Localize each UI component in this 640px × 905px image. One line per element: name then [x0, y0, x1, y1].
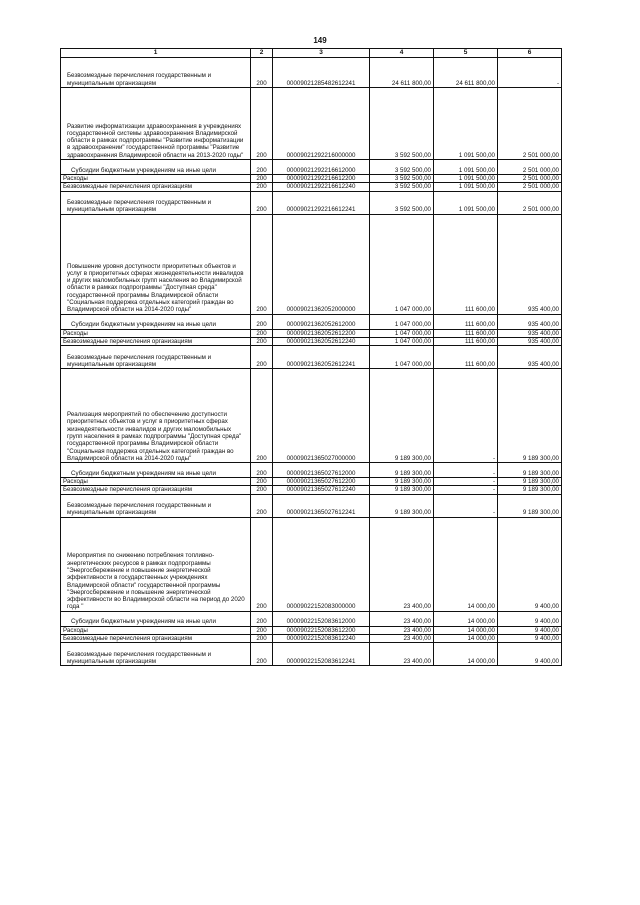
header-col-6: 6 [498, 49, 562, 58]
row-amount-col4: 23 400,00 [370, 517, 434, 611]
row-budget-code: 00009021365027612241 [273, 494, 370, 517]
row-name: Безвозмездные перечисления организациям [61, 337, 251, 345]
row-amount-col4: 1 047 000,00 [370, 329, 434, 337]
row-code: 200 [251, 463, 273, 478]
header-col-4: 4 [370, 49, 434, 58]
row-amount-col5: 1 091 500,00 [434, 160, 498, 175]
budget-table [60, 48, 562, 666]
row-code: 200 [251, 58, 273, 88]
row-budget-code: 00009022152083612200 [273, 626, 370, 634]
table-row [61, 191, 562, 214]
row-amount-col5: 14 000,00 [434, 626, 498, 634]
row-code: 200 [251, 478, 273, 486]
row-amount-col4: 1 047 000,00 [370, 346, 434, 369]
row-code: 200 [251, 314, 273, 329]
row-budget-code: 00009021365027612000 [273, 463, 370, 478]
row-code: 200 [251, 183, 273, 191]
row-code: 200 [251, 517, 273, 611]
table-row [61, 517, 562, 611]
row-amount-col4: 3 592 500,00 [370, 183, 434, 191]
row-name: Развитие информатизации здравоохранения в учреждениях государственной системы здравоохранения Владимирской области в рамках подпрограммы "Развитие информатизации в здравоохранении" государственной программы "Развитие здравоохранения Владимирской области на 2013-2020 годы" [61, 88, 251, 160]
row-amount-col5: 111 600,00 [434, 346, 498, 369]
row-amount-col4: 23 400,00 [370, 626, 434, 634]
row-amount-col4: 23 400,00 [370, 635, 434, 643]
row-name: Безвозмездные перечисления государственным и муниципальным организациям [61, 58, 251, 88]
row-amount-col4: 3 592 500,00 [370, 175, 434, 183]
table-row [61, 478, 562, 486]
row-amount-col5: - [434, 478, 498, 486]
row-amount-col6: 9 189 300,00 [498, 478, 562, 486]
row-amount-col4: 24 611 800,00 [370, 58, 434, 88]
row-amount-col5: 111 600,00 [434, 314, 498, 329]
row-budget-code: 00009021362052612000 [273, 314, 370, 329]
row-name: Расходы [61, 329, 251, 337]
row-amount-col6: 9 400,00 [498, 643, 562, 666]
row-amount-col4: 1 047 000,00 [370, 337, 434, 345]
row-name: Субсидии бюджетным учреждениям на иные цели [61, 314, 251, 329]
row-name: Субсидии бюджетным учреждениям на иные цели [61, 160, 251, 175]
row-amount-col5: 14 000,00 [434, 611, 498, 626]
row-amount-col5: 14 000,00 [434, 643, 498, 666]
row-amount-col4: 3 592 500,00 [370, 88, 434, 160]
row-amount-col5: 1 091 500,00 [434, 183, 498, 191]
row-name: Безвозмездные перечисления государственным и муниципальным организациям [61, 346, 251, 369]
row-budget-code: 00009022152083612240 [273, 635, 370, 643]
header-col-2: 2 [251, 49, 273, 58]
table-row [61, 58, 562, 88]
row-amount-col6: - [498, 58, 562, 88]
row-amount-col5: 1 091 500,00 [434, 191, 498, 214]
row-amount-col6: 2 501 000,00 [498, 183, 562, 191]
row-name: Субсидии бюджетным учреждениям на иные цели [61, 611, 251, 626]
row-amount-col6: 9 400,00 [498, 517, 562, 611]
row-name: Безвозмездные перечисления организациям [61, 183, 251, 191]
row-code: 200 [251, 337, 273, 345]
table-row [61, 175, 562, 183]
row-amount-col6: 9 189 300,00 [498, 369, 562, 463]
table-row [61, 611, 562, 626]
row-amount-col6: 2 501 000,00 [498, 160, 562, 175]
header-col-5: 5 [434, 49, 498, 58]
row-amount-col6: 2 501 000,00 [498, 88, 562, 160]
row-budget-code: 00009021362052000000 [273, 214, 370, 314]
row-amount-col6: 935 400,00 [498, 337, 562, 345]
row-name: Безвозмездные перечисления государственным и муниципальным организациям [61, 494, 251, 517]
row-amount-col5: 1 091 500,00 [434, 175, 498, 183]
row-amount-col4: 3 592 500,00 [370, 191, 434, 214]
row-code: 200 [251, 329, 273, 337]
table-row [61, 329, 562, 337]
row-amount-col6: 9 189 300,00 [498, 463, 562, 478]
row-name: Субсидии бюджетным учреждениям на иные цели [61, 463, 251, 478]
table-row [61, 314, 562, 329]
row-amount-col5: 24 611 800,00 [434, 58, 498, 88]
row-code: 200 [251, 369, 273, 463]
table-row [61, 643, 562, 666]
table-row [61, 160, 562, 175]
page-number: 149 [313, 36, 327, 45]
row-code: 200 [251, 611, 273, 626]
row-budget-code: 00009022152083612000 [273, 611, 370, 626]
row-code: 200 [251, 88, 273, 160]
row-amount-col5: 111 600,00 [434, 214, 498, 314]
header-col-1: 1 [61, 49, 251, 58]
table-row [61, 626, 562, 634]
row-amount-col5: 1 091 500,00 [434, 88, 498, 160]
table-row [61, 494, 562, 517]
row-amount-col6: 2 501 000,00 [498, 175, 562, 183]
row-amount-col4: 23 400,00 [370, 643, 434, 666]
table-row [61, 463, 562, 478]
row-amount-col4: 9 189 300,00 [370, 494, 434, 517]
row-budget-code: 00009021365027612240 [273, 486, 370, 494]
row-amount-col4: 9 189 300,00 [370, 369, 434, 463]
row-amount-col4: 1 047 000,00 [370, 214, 434, 314]
row-budget-code: 00009021292216000000 [273, 88, 370, 160]
row-amount-col4: 23 400,00 [370, 611, 434, 626]
table-row [61, 346, 562, 369]
row-budget-code: 00009021292216612200 [273, 175, 370, 183]
row-budget-code: 00009021365027000000 [273, 369, 370, 463]
row-budget-code: 00009021362052612240 [273, 337, 370, 345]
table-body [61, 58, 562, 666]
row-code: 200 [251, 635, 273, 643]
row-amount-col6: 9 189 300,00 [498, 486, 562, 494]
row-budget-code: 00009021285482612241 [273, 58, 370, 88]
row-amount-col6: 935 400,00 [498, 346, 562, 369]
table-row [61, 214, 562, 314]
row-amount-col5: - [434, 486, 498, 494]
row-code: 200 [251, 626, 273, 634]
row-code: 200 [251, 175, 273, 183]
row-budget-code: 00009021365027612200 [273, 478, 370, 486]
row-name: Расходы [61, 626, 251, 634]
row-code: 200 [251, 643, 273, 666]
row-amount-col4: 9 189 300,00 [370, 463, 434, 478]
row-name: Мероприятия по снижению потребления топливно-энергетических ресурсов в рамках подпрограммы "Энергосбережение и повышение энергетической эффективности в государственных учреждениях Владимирской области" государственной программы "Энергосбережение и повышение энергетической эффективности во Владимирской области на период до 2020 года " [61, 517, 251, 611]
row-amount-col5: 14 000,00 [434, 517, 498, 611]
table-row [61, 635, 562, 643]
row-amount-col6: 935 400,00 [498, 329, 562, 337]
row-budget-code: 00009021362052612241 [273, 346, 370, 369]
header-row [61, 49, 562, 58]
row-code: 200 [251, 346, 273, 369]
row-name: Безвозмездные перечисления организациям [61, 486, 251, 494]
row-amount-col4: 9 189 300,00 [370, 478, 434, 486]
row-amount-col6: 935 400,00 [498, 214, 562, 314]
row-budget-code: 00009021292216612000 [273, 160, 370, 175]
row-amount-col6: 9 400,00 [498, 635, 562, 643]
table-row [61, 88, 562, 160]
row-amount-col5: - [434, 369, 498, 463]
row-name: Расходы [61, 478, 251, 486]
row-code: 200 [251, 191, 273, 214]
row-amount-col5: 14 000,00 [434, 635, 498, 643]
row-budget-code: 00009022152083612241 [273, 643, 370, 666]
row-amount-col4: 3 592 500,00 [370, 160, 434, 175]
table-row [61, 337, 562, 345]
row-name: Безвозмездные перечисления организациям [61, 635, 251, 643]
row-amount-col6: 9 400,00 [498, 626, 562, 634]
header-col-3: 3 [273, 49, 370, 58]
row-budget-code: 00009021292216612240 [273, 183, 370, 191]
row-amount-col5: 111 600,00 [434, 329, 498, 337]
table-row [61, 183, 562, 191]
row-name: Реализация мероприятий по обеспечению доступности приоритетных объектов и услуг в приоритетных сферах жизнедеятельности инвалидов и других маломобильных групп населения в рамках подпрограммы "Доступная среда" государственной программы Владимирской области "Социальная поддержка отдельных категорий граждан во Владимирской области на 2014-2020 годы" [61, 369, 251, 463]
row-code: 200 [251, 214, 273, 314]
table-row [61, 486, 562, 494]
row-amount-col6: 9 189 300,00 [498, 494, 562, 517]
row-budget-code: 00009021362052612200 [273, 329, 370, 337]
row-amount-col6: 9 400,00 [498, 611, 562, 626]
row-amount-col5: 111 600,00 [434, 337, 498, 345]
row-code: 200 [251, 486, 273, 494]
row-amount-col5: - [434, 463, 498, 478]
row-name: Безвозмездные перечисления государственным и муниципальным организациям [61, 191, 251, 214]
row-code: 200 [251, 494, 273, 517]
row-code: 200 [251, 160, 273, 175]
row-budget-code: 00009022152083000000 [273, 517, 370, 611]
row-amount-col5: - [434, 494, 498, 517]
row-name: Безвозмездные перечисления государственным и муниципальным организациям [61, 643, 251, 666]
row-amount-col6: 2 501 000,00 [498, 191, 562, 214]
row-budget-code: 00009021292216612241 [273, 191, 370, 214]
row-name: Повышение уровня доступности приоритетных объектов и услуг в приоритетных сферах жизнедеятельности инвалидов и других маломобильных групп населения во Владимирской области в рамках подпрограммы "Доступная среда" государственной программы Владимирской области "Социальная поддержка отдельных категорий граждан во Владимирской области на 2014-2020 годы" [61, 214, 251, 314]
row-name: Расходы [61, 175, 251, 183]
row-amount-col6: 935 400,00 [498, 314, 562, 329]
row-amount-col4: 9 189 300,00 [370, 486, 434, 494]
table-row [61, 369, 562, 463]
row-amount-col4: 1 047 000,00 [370, 314, 434, 329]
